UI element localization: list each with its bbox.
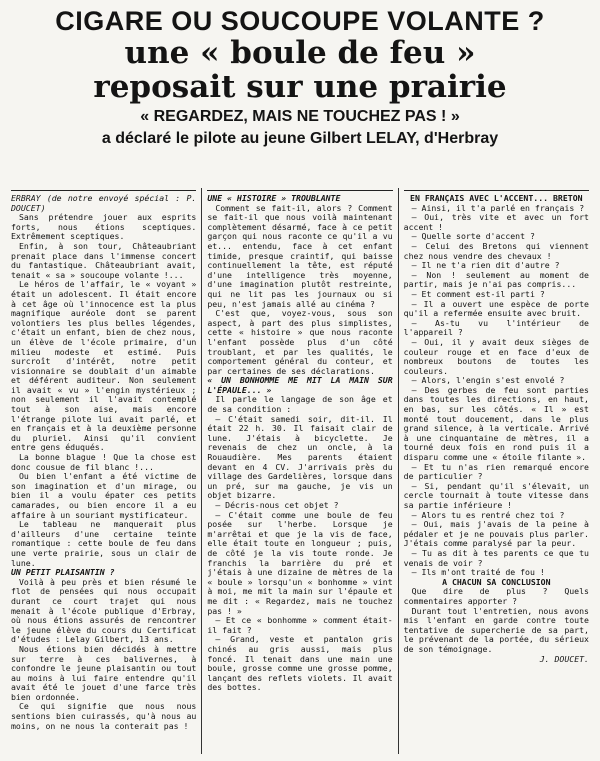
column-rule [404, 190, 589, 191]
paragraph: — Non ! seulement au moment de partir, mais je n'ai pas compris... [403, 269, 589, 290]
column-rule [11, 190, 196, 191]
paragraph: — Oui, mais j'avais de la peine à pédaler et je ne pouvais plus parler. J'étais comme paralysé par la peur. [403, 519, 589, 549]
paragraph: Nous étions bien décidés à mettre sur terre à ces balivernes, à confondre le jeune plaisantin ou tout au moins à lui faire entendre qu'il avait été le jouet d'une farce très bien ordonnée. [11, 643, 197, 702]
paragraph: — Si, pendant qu'il s'élevait, un cercle tournait à toute vitesse dans sa partie inférieure ! [403, 480, 589, 510]
column-1 [6, 188, 201, 754]
paragraph: Il parle le langage de son âge et de sa condition : [207, 394, 393, 415]
subheading: UN PETIT PLAISANTIN ? [11, 567, 115, 578]
column-3 [398, 188, 594, 754]
paragraph: — Ils m'ont traité de fou ! [411, 567, 545, 578]
paragraph: — Décris-nous cet objet ? [215, 500, 339, 510]
signature: J. DOUCET. [539, 653, 589, 664]
paragraph: — Alors tu es rentré chez toi ? [411, 509, 565, 520]
paragraph: Le héros de l'affair, le « voyant » était un adolescent. Il était encore à cet âge où l'innocence est la plus magnifique auréole dont se parent volontiers les plus belles légendes, c'était un enfant, bien de chez nous, un élève de l'école primaire, d'un milieu modeste et estimé. Puis surcroît d'intérêt, notre petit visionnaire se doublait d'un aimable et déférent auditeur. Non seulement il avait « vu » l'engin mystérieux ; non seulement il l'avait contemplé tout à son aise, mais encore l'étrange pilote lui avait parlé, et en français et à la deuxième personne du pluriel. Ainsi qu'il convient entre gens éduqués. [11, 279, 197, 453]
paragraph: — Et tu n'as rien remarqué encore de particulier ? [403, 461, 589, 482]
paragraph: — C'était comme une boule de feu posée sur l'herbe. Lorsque je m'arrêtai et que je la vis de face, elle était toute en longueur ; puis, de côté je la vis toute ronde. Je franchis la barrière du pré et j'étais à une dizaine de mètres de la « boule » lorsqu'un « bonhomme » vint à moi, me mit la main sur l'épaule et me dit : « Regardez, mais ne touchez pas ! » [207, 509, 393, 616]
paragraph: Sans prétendre jouer aux esprits forts, nous étions sceptiques. Extrêmement sceptiques. [11, 212, 197, 242]
deck-subtitle: a déclaré le pilote au jeune Gilbert LELAY, d'Herbray [101, 130, 499, 147]
deck-quote: « REGARDEZ, MAIS NE TOUCHEZ PAS ! » [140, 108, 460, 125]
paragraph: — Tu as dit à tes parents ce que tu venais de voir ? [403, 547, 589, 568]
paragraph: C'est que, voyez-vous, sous son aspect, à part des plus simplistes, cette « histoire » que nous raconte l'enfant possède plus d'un côté troublant, et par les qualités, le comportement général du conteur, et par certaines de ses déclarations. [207, 308, 393, 376]
column-rule [207, 190, 392, 191]
paragraph: Ce qui signifie que nous nous sentions bien cuirassés, qu'à nous au moins, on ne nous la conterait pas ! [11, 701, 197, 731]
paragraph: — C'était samedi soir, dit-il. Il était 22 h. 30. Il faisait clair de lune. J'étais à bicyclette. Je revenais de chez un oncle, à la Rouaudière. Mes parents étaient devant en 4 CV. J'arrivais près du village des Gardelières, lorsque dans un pré, sur ma gauche, je vis un objet bizarre. [207, 413, 393, 501]
headline-block [0, 0, 600, 152]
paragraph: — Il a ouvert une espèce de porte qu'il a refermée ensuite avec bruit. [403, 298, 589, 319]
paragraph: — Quelle sorte d'accent ? [411, 231, 535, 242]
paragraph: — Oui, il y avait deux sièges de couleur rouge et en face d'eux de nombreux boutons de toutes les couleurs. [403, 336, 589, 376]
article-columns [6, 188, 594, 754]
paragraph: — Grand, veste et pantalon gris chinés au gris aussi, mais plus foncé. Il tenait dans une main une boule, grosse comme une grosse pomme, lançant des reflets violets. Il avait des bottes. [207, 634, 393, 693]
paragraph: Que dire de plus ? Quels commentaires apporter ? [403, 586, 589, 606]
paragraph: Comment se fait-il, alors ? Comment se fait-il que nous voilà maintenant complètement désarmé, face à ce petit garçon qui nous raconte ce qu'il a vu et... entendu, face à cet enfant timide, presque craintif, qui baisse continuellement la tête, est réputé d'une intelligence très moyenne, d'une imagination plutôt restreinte, qui ne lit pas les journaux ou si peu, n'est jamais allé au cinéma ? [207, 202, 393, 309]
paragraph: — Et ce « bonhomme » comment était-il fait ? [207, 615, 393, 635]
paragraph: Voilà à peu près et bien résumé le flot de pensées qui nous occupait durant ce court trajet qui nous menait à l'école publique d'Erbray, où nous étions assurés de rencontrer le jeune élève du cours du Certificat d'études : Lelay Gilbert, 13 ans. [11, 576, 197, 645]
paragraph: Enfin, à son tour, Châteaubriant prenait place dans l'immense concert du fantastique. Châteaubriant avait, tenait « sa » soucoupe volante !... [11, 240, 197, 280]
subheading: EN FRANÇAIS AVEC L'ACCENT... BRETON [410, 193, 583, 203]
paragraph: — As-tu vu l'intérieur de l'appareil ? [403, 317, 589, 338]
paragraph: Ou bien l'enfant a été victime de son imagination et d'un mirage, ou bien il a voulu épater ces petits camarades, ou bien encore il a eu affaire à un souriant mystificateur. [11, 471, 197, 520]
subheading: UNE « HISTOIRE » TROUBLANTE [207, 193, 341, 203]
paragraph: Le tableau ne manquerait plus d'ailleurs d'une certaine teinte romantique : cette boule de feu dans une verte prairie, sous un clair de lune. [11, 519, 197, 568]
headline-line-1: CIGARE OU SOUCOUPE VOLANTE ? [55, 6, 545, 36]
headline-line-3: reposait sur une prairie [93, 69, 507, 105]
paragraph: — Alors, l'engin s'est envolé ? [411, 375, 565, 386]
paragraph: — Il ne t'a rien dit d'autre ? [411, 260, 560, 271]
headline-line-2: une « boule de feu » [124, 35, 476, 71]
subheading: « UN BONHOMME ME MIT LA MAIN SUR L'ÉPAULE... » [207, 375, 393, 395]
column-2 [201, 188, 397, 754]
paragraph: — Ainsi, il t'a parlé en français ? [411, 202, 585, 213]
byline: ERBRAY (de notre envoyé spécial : P. DOUCET) [11, 193, 197, 213]
subheading: A CHACUN SA CONCLUSION [442, 576, 551, 587]
paragraph: — Des gerbes de feu sont parties dans toutes les directions, en haut, en bas, sur les côtés. « Il » est monté tout doucement, dans le plus grand silence, à la verticale. Arrivé à une cinquantaine de mètres, il a tourné deux fois en rond puis il a disparu comme une « étoile filante ». [403, 384, 589, 463]
paragraph: — Celui des Bretons qui viennent chez nous vendre des chevaux ! [403, 240, 589, 261]
paragraph: — Oui, très vite et avec un fort accent ! [403, 212, 589, 232]
paragraph: La bonne blague ! Que la chose est donc cousue de fil blanc !... [11, 452, 197, 472]
paragraph: Durant tout l'entretien, nous avons mis l'enfant en garde contre toute tentative de supercherie de sa part, le prévenant de la portée, du sérieux de son témoignage. [403, 605, 589, 654]
paragraph: — Et comment est-il parti ? [411, 288, 545, 299]
